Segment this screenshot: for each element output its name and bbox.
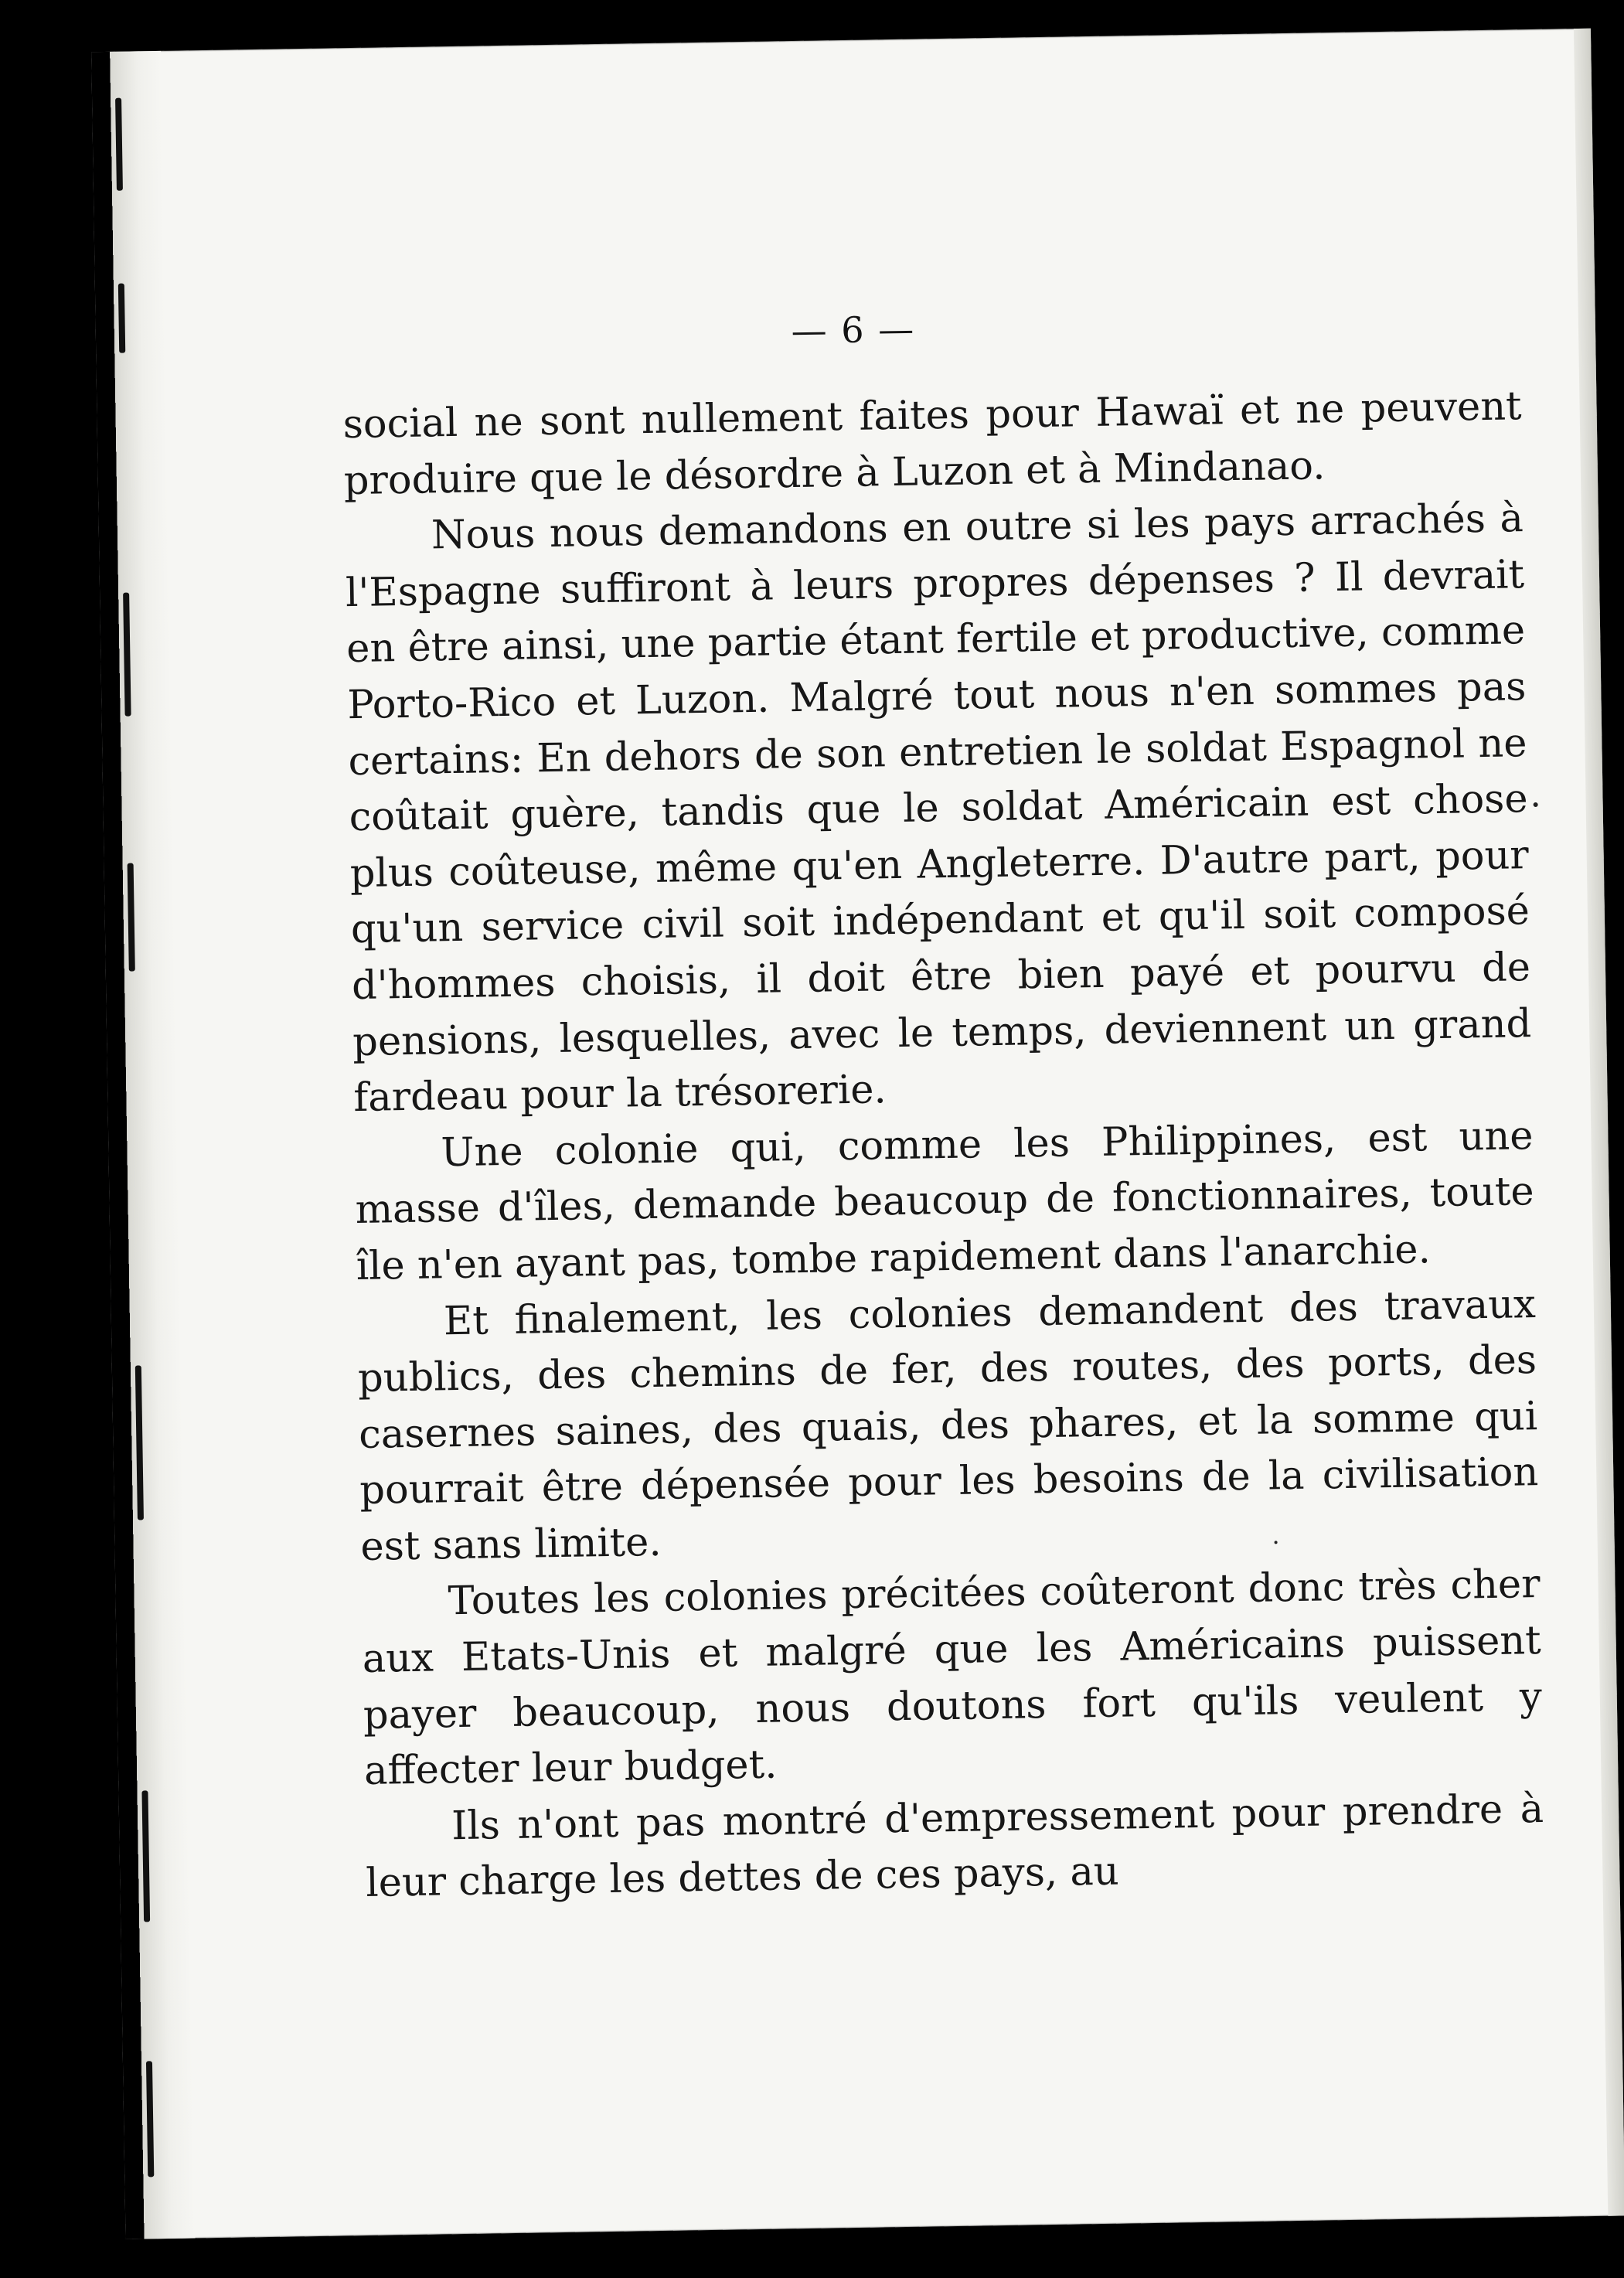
paragraph: Nous nous demandons en outre si les pays arrachés à l'Espagne suffiront à leurs propres dépenses ? Il devrait en être ainsi, une partie étant fertile et productive, comme Porto-Rico et Luzon. Malgré tout nous n'en sommes pas certains: En dehors de son entretien le soldat Espagnol ne coûtait guère, tandis que le soldat Américain est chose plus coûteuse, même qu'en Angleterre. D'autre part, pour qu'un service civil soit indépendant et qu'il soit composé d'hommes choisis, il doit être bien payé et pourvu de pensions, lesquelles, avec le temps, deviennent un grand fardeau pour la trésorerie. [345,495,1532,1122]
ink-speck [1275,1541,1278,1544]
binding-stitch [123,593,131,717]
page-number: — 6 — [791,308,916,352]
paragraph: Toutes les colonies précitées coûteront donc très cher aux Etats-Unis et malgré que les Américains puissent payer beaucoup, nous doutons fort qu'ils veulent y affecter leur budget. [362,1561,1543,1795]
paragraph: Ils n'ont pas montré d'empressement pour prendre à leur charge les dettes de ces pays, au [365,1786,1544,1907]
page-binding [91,51,195,2239]
binding-stitch [115,98,123,191]
binding-stitch [128,863,135,972]
paragraph: Une colonie qui, comme les Philippines, est une masse d'îles, demande beaucoup de fonctionnaires, toute île n'en ayant pas, tombe rapidement dans l'anarchie. [355,1112,1534,1289]
binding-stitch [141,1790,150,1922]
paragraph: social ne sont nullement faites pour Hawaï et ne peuvent produire que le désordre à Luzon et à Mindanao. [342,383,1523,504]
ink-speck [1534,802,1538,807]
page-edge [1574,29,1624,2216]
paragraph: Et finalement, les colonies demandent des travaux publics, des chemins de fer, des routes, des ports, des casernes saines, des quais, des phares, et la somme qui pourrait être dépensée pour les besoins de la civilisation est sans limite. [357,1281,1539,1570]
body-text [342,379,1545,1912]
binding-stitch [135,1365,144,1520]
binding-stitch [146,2061,154,2177]
scanned-page [91,29,1624,2239]
